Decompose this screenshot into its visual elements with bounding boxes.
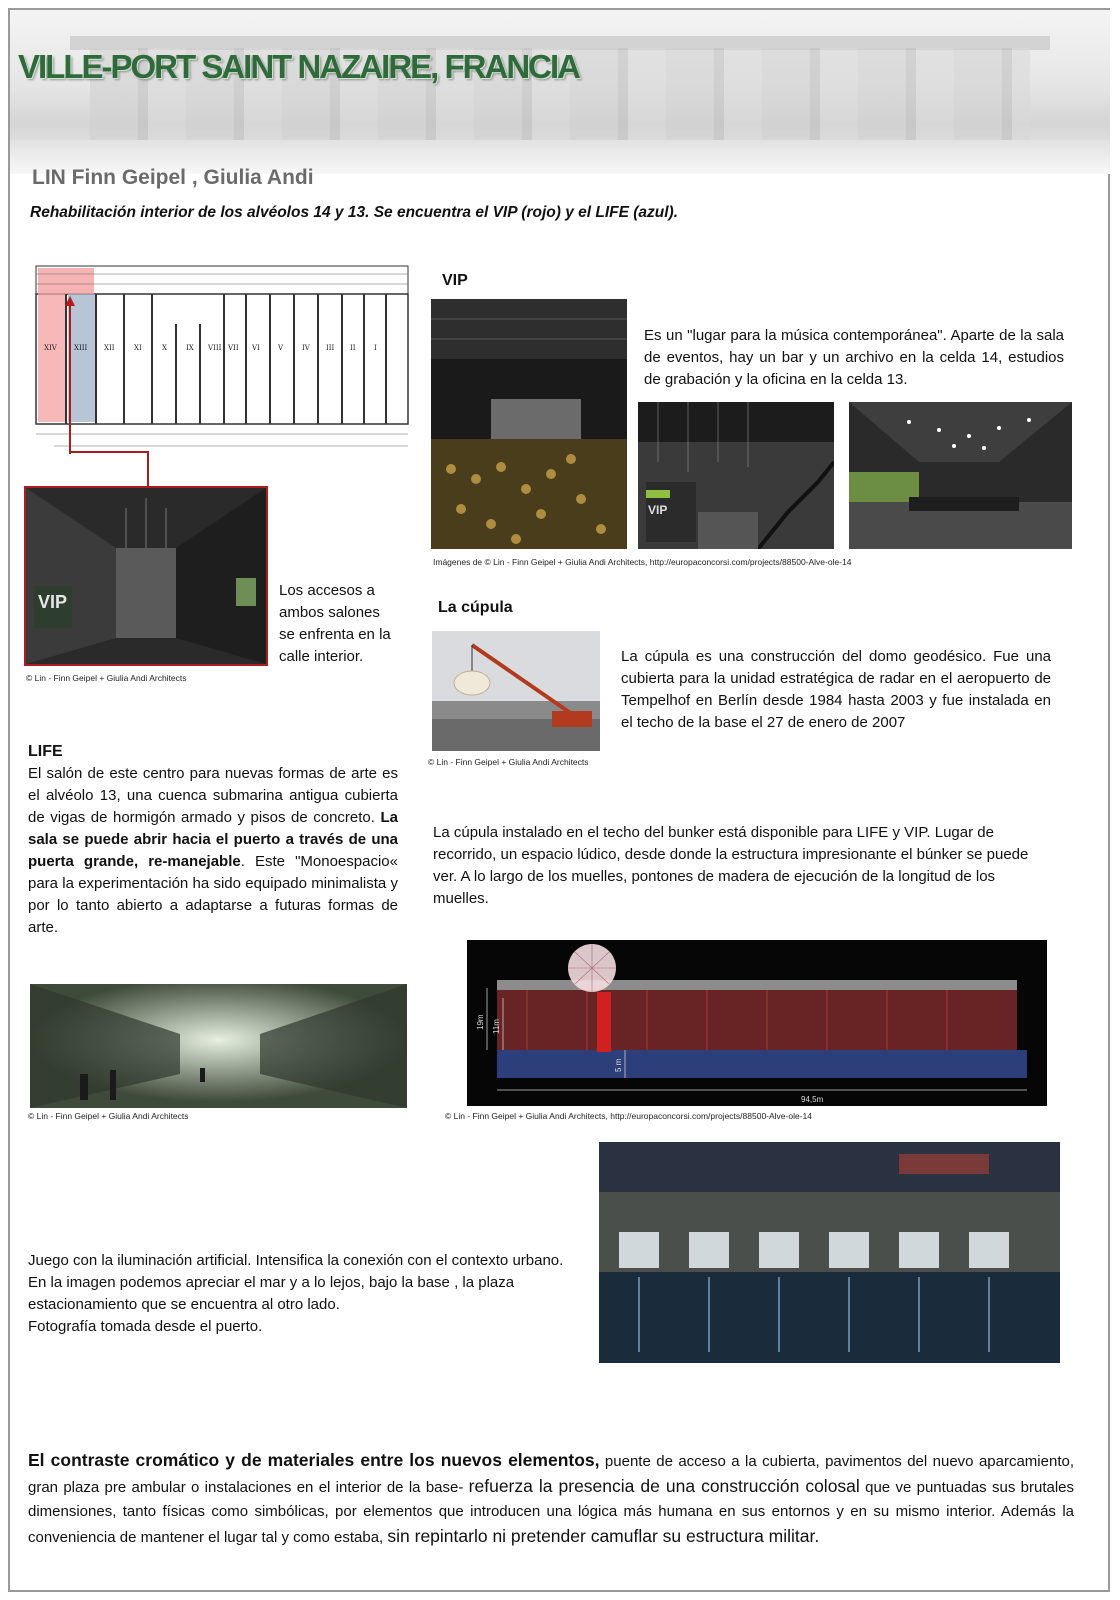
plan-cell-label: XI [134, 344, 142, 352]
life-interior-photo [30, 984, 407, 1108]
svg-text:VIP: VIP [648, 503, 668, 517]
section-caption: © Lin - Finn Geipel + Giulia Andi Architects, http://europaconcorsi.com/projects/88500-Alve-ole-14 [445, 1111, 812, 1121]
header-banner-photo [10, 10, 1110, 174]
life-photo-caption: © Lin - Finn Geipel + Giulia Andi Architects [28, 1111, 189, 1121]
night-text-line3: Fotografía tomada desde el puerto. [28, 1318, 263, 1335]
plan-cell-label: X [162, 344, 167, 352]
vip-concert-photo [431, 299, 627, 549]
vip-photos-caption: Imágenes de © Lin - Finn Geipel + Giulia Andi Architects, http://europaconcorsi.com/projects/88500-Alve-ole-14 [433, 557, 852, 567]
life-text-a: El salón de este centro para nuevas formas de arte es el alvéolo 13, una cuenca submarina antigua cubierta de vigas de hormigón armado y pisos de concreto. [28, 765, 398, 826]
plan-cell-label: IV [302, 344, 310, 352]
plan-cell-label: IX [186, 344, 194, 352]
access-text: Los accesos a ambos salones se enfrenta en la calle interior. [279, 582, 391, 665]
conclusion-emph2: sin repintarlo ni pretender camuflar su estructura militar. [387, 1526, 820, 1546]
subtitle: Rehabilitación interior de los alvéolos 14 y 13. Se encuentra el VIP (rojo) y el LIFE (azul). [30, 204, 679, 221]
plan-connector-line [0, 440, 160, 490]
conclusion-text [28, 1448, 1074, 1550]
plan-cell-label: I [374, 344, 377, 352]
vip-text: Es un "lugar para la música contemporánea". Aparte de la sala de eventos, hay un bar y un archivo en la celda 14, estudios de grabación y la oficina en la celda 13. [644, 327, 1064, 388]
conclusion-mid1: puente de acceso a la cubierta, pavimentos del nuevo aparcamiento, gran plaza pre ambular o instalaciones en el interior de la base- [28, 1453, 1074, 1496]
dim-94m: 94,5m [801, 1095, 824, 1104]
section-drawing [467, 940, 1047, 1106]
access-photo-caption: © Lin - Finn Geipel + Giulia Andi Architects [26, 673, 187, 683]
authors: LIN Finn Geipel , Giulia Andi [32, 166, 314, 189]
cupula-text-2: La cúpula instalado en el techo del bunker está disponible para LIFE y VIP. Lugar de recorrido, un espacio lúdico, desde donde la estructura impresionante el búnker se puede ver. A lo largo de los muelles, pontones de madera de ejecución de la longitud de los muelles. [433, 824, 1029, 907]
page-title: VILLE-PORT SAINT NAZAIRE, FRANCIA [18, 48, 579, 85]
plan-cell-label: VII [228, 344, 239, 352]
vip-entrance-photo [24, 486, 268, 666]
plan-cell-label: II [350, 344, 356, 352]
plan-cell-label: XII [104, 344, 115, 352]
night-text-line1: Juego con la iluminación artificial. Intensifica la conexión con el contexto urbano. [28, 1252, 564, 1269]
svg-text:VIP: VIP [38, 592, 68, 612]
dim-11m: 11m [492, 1019, 501, 1034]
vip-heading: VIP [442, 272, 468, 289]
vip-stair-photo [638, 402, 834, 549]
floor-plan-drawing [24, 254, 412, 454]
life-text-bold: La sala se puede abrir hacia el puerto a través de una puerta grande, re-manejable [28, 809, 398, 870]
cupula-text: La cúpula es una construcción del domo geodésico. Fue una cubierta para la unidad estratégica de radar en el aeropuerto de Tempelhof en Berlín desde 1984 hasta 2003 y fue instalada en el techo de la base el 27 de enero de 2007 [621, 648, 1051, 731]
conclusion-lead: El contraste cromático y de materiales entre los nuevos elementos, [28, 1450, 600, 1470]
plan-cell-label: VIII [208, 344, 222, 352]
conclusion-emph1: refuerza la presencia de una construcción colosal [468, 1476, 860, 1496]
night-text [28, 1250, 588, 1338]
dim-5m: 5 m [614, 1058, 623, 1072]
vip-hall-photo [849, 402, 1072, 549]
cupula-photo-caption: © Lin - Finn Geipel + Giulia Andi Architects [428, 757, 589, 767]
life-heading: LIFE [28, 743, 63, 760]
cupula-heading: La cúpula [438, 599, 513, 616]
conclusion-mid2: que ve puntuadas sus brutales dimensiones, tanto físicas como simbólicas, por elementos que introducen una lógica más humana en sus entornos y en su mismo interior. Además la conveniencia de mantener el lugar tal y como estaba, [28, 1479, 1075, 1546]
dim-19m: 19m [476, 1014, 485, 1030]
night-port-photo [599, 1142, 1060, 1363]
life-text-b: . Este "Monoespacio« para la experimentación ha sido equipado minimalista y por lo tanto abierto a adaptarse a futuras formas de arte. [28, 853, 398, 936]
plan-cell-label: III [326, 344, 335, 352]
cupula-crane-photo [432, 631, 600, 751]
life-text [28, 763, 398, 939]
night-text-line2: En la imagen podemos apreciar el mar y a lo lejos, bajo la base , la plaza estacionamiento que se encuentra al otro lado. [28, 1274, 515, 1313]
plan-cell-label: XIII [74, 344, 88, 352]
plan-cell-label: XIV [44, 344, 57, 352]
plan-cell-label: V [278, 344, 284, 352]
plan-cell-label: VI [252, 344, 260, 352]
